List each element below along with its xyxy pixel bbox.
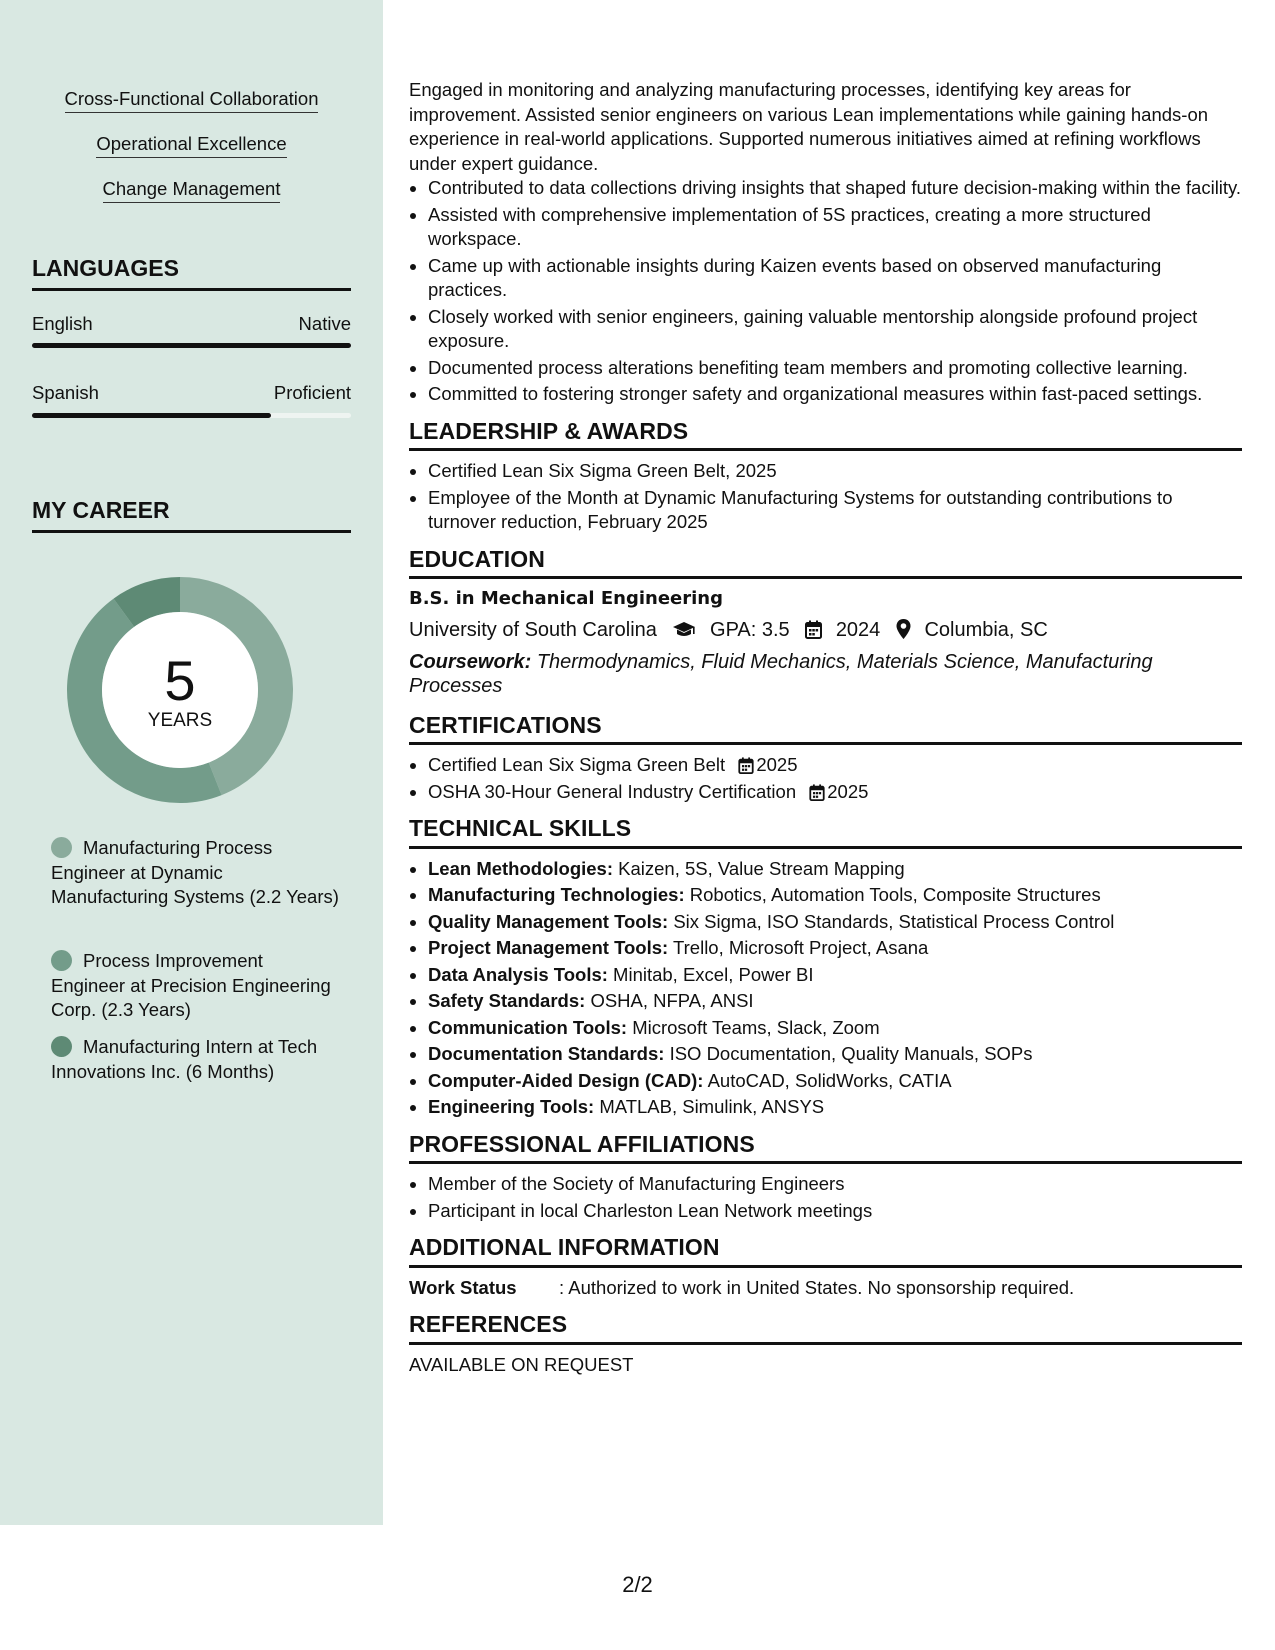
education-degree: B.S. in Mechanical Engineering [409,588,724,609]
list-item: • Documented process alterations benefiting team members and promoting collective learning. [428,356,1242,381]
references-text: AVAILABLE ON REQUEST [409,1353,634,1375]
experience-bullets [428,176,1242,407]
education-year: 2024 [835,618,881,641]
main-content [409,78,1242,1377]
languages-heading: LANGUAGES [32,255,351,291]
calendar-icon [809,784,825,801]
language-proficiency-bar [32,343,351,348]
list-item: • Computer-Aided Design (CAD): AutoCAD, SolidWorks, CATIA [428,1069,1242,1094]
leadership-list [428,459,1242,535]
sidebar [0,0,383,1525]
legend-dot [51,950,72,971]
technical-skills-heading: TECHNICAL SKILLS [409,816,1242,849]
additional-info-heading: ADDITIONAL INFORMATION [409,1235,1242,1268]
education-gpa: GPA: 3.5 [710,618,790,641]
education-school: University of South Carolina [409,618,657,641]
calendar-icon [738,757,754,774]
work-status-value: : Authorized to work in United States. No sponsorship required. [559,1276,1075,1298]
language-row [32,313,351,335]
language-row [32,382,351,404]
certification-year: 2025 [756,754,798,775]
location-pin-icon [896,619,911,647]
work-status-row [409,1276,1242,1301]
language-level: Proficient [273,382,351,403]
language-proficiency-fill [32,413,271,418]
coursework-text: Thermodynamics, Fluid Mechanics, Materials Science, Manufacturing Processes [409,650,1153,697]
list-item: • Employee of the Month at Dynamic Manufacturing Systems for outstanding contributions to turnover reduction, February 2025 [428,486,1242,535]
list-item: • Data Analysis Tools: Minitab, Excel, Power BI [428,963,1242,988]
career-legend-item: Manufacturing Intern at Tech Innovations Inc. (6 Months) [51,1036,318,1082]
career-legend-item: Manufacturing Process Engineer at Dynamic Manufacturing Systems (2.2 Years) [51,837,339,907]
certification-year: 2025 [827,780,869,802]
coursework-label: Coursework: [409,650,532,673]
list-item: • Assisted with comprehensive implementation of 5S practices, creating a more structured workspace. [428,203,1242,252]
certifications-list [428,753,1242,804]
skill-tag: Cross-Functional Collaboration [0,88,383,113]
language-proficiency-bar [32,413,351,418]
graduation-cap-icon [672,619,696,647]
list-item: • Member of the Society of Manufacturing Engineers [428,1172,1242,1197]
list-item: • Committed to fostering stronger safety and organizational measures within fast-paced settings. [428,382,1242,407]
affiliations-list [428,1172,1242,1223]
list-item: • Participant in local Charleston Lean Network meetings [428,1199,1242,1224]
list-item: • Came up with actionable insights during Kaizen events based on observed manufacturing practices. [428,254,1242,303]
references-heading: REFERENCES [409,1312,1242,1345]
education-meta [409,616,1242,647]
list-item: • Safety Standards: OSHA, NFPA, ANSI [428,989,1242,1014]
career-total-unit: YEARS [147,710,213,731]
list-item: • Contributed to data collections driving insights that shaped future decision-making within the facility. [428,176,1242,201]
education-location: Columbia, SC [924,618,1048,641]
education-heading: EDUCATION [409,547,1242,580]
career-heading: MY CAREER [32,497,351,533]
page-number: 2/2 [622,1572,653,1597]
list-item: • Engineering Tools: MATLAB, Simulink, ANSYS [428,1095,1242,1120]
education-coursework [409,650,1242,699]
skill-tag: Operational Excellence [0,133,383,158]
career-total-years: 5 [164,649,196,712]
affiliations-heading: PROFESSIONAL AFFILIATIONS [409,1132,1242,1165]
language-level: Native [298,313,351,334]
leadership-heading: LEADERSHIP & AWARDS [409,419,1242,452]
list-item: • Quality Management Tools: Six Sigma, ISO Standards, Statistical Process Control [428,910,1242,935]
language-name: English [32,313,93,334]
skill-tag: Change Management [0,178,383,203]
list-item: • OSHA 30-Hour General Industry Certification 2025 [428,780,1242,805]
calendar-icon [805,619,822,647]
legend-dot [51,837,72,858]
work-status-label: Work Status [409,1276,517,1298]
career-legend-item: Process Improvement Engineer at Precision Engineering Corp. (2.3 Years) [51,950,331,1020]
list-item: • Manufacturing Technologies: Robotics, Automation Tools, Composite Structures [428,883,1242,908]
language-name: Spanish [32,382,99,403]
list-item: • Communication Tools: Microsoft Teams, Slack, Zoom [428,1016,1242,1041]
experience-summary: Engaged in monitoring and analyzing manufacturing processes, identifying key areas for improvement. Assisted senior engineers on various Lean implementations while gaining hands-on experience in real-world applications. Supported numerous initiatives aimed at refining workflows under expert guidance. [409,79,1209,174]
list-item: • Certified Lean Six Sigma Green Belt, 2025 [428,459,1242,484]
technical-skills-list [428,857,1242,1120]
certifications-heading: CERTIFICATIONS [409,713,1242,746]
list-item: • Project Management Tools: Trello, Microsoft Project, Asana [428,936,1242,961]
legend-dot [51,1036,72,1057]
language-proficiency-fill [32,343,351,348]
list-item: • Documentation Standards: ISO Documentation, Quality Manuals, SOPs [428,1042,1242,1067]
list-item: • Closely worked with senior engineers, gaining valuable mentorship alongside profound project exposure. [428,305,1242,354]
list-item: • Certified Lean Six Sigma Green Belt 2025 [428,753,1242,778]
list-item: • Lean Methodologies: Kaizen, 5S, Value Stream Mapping [428,857,1242,882]
